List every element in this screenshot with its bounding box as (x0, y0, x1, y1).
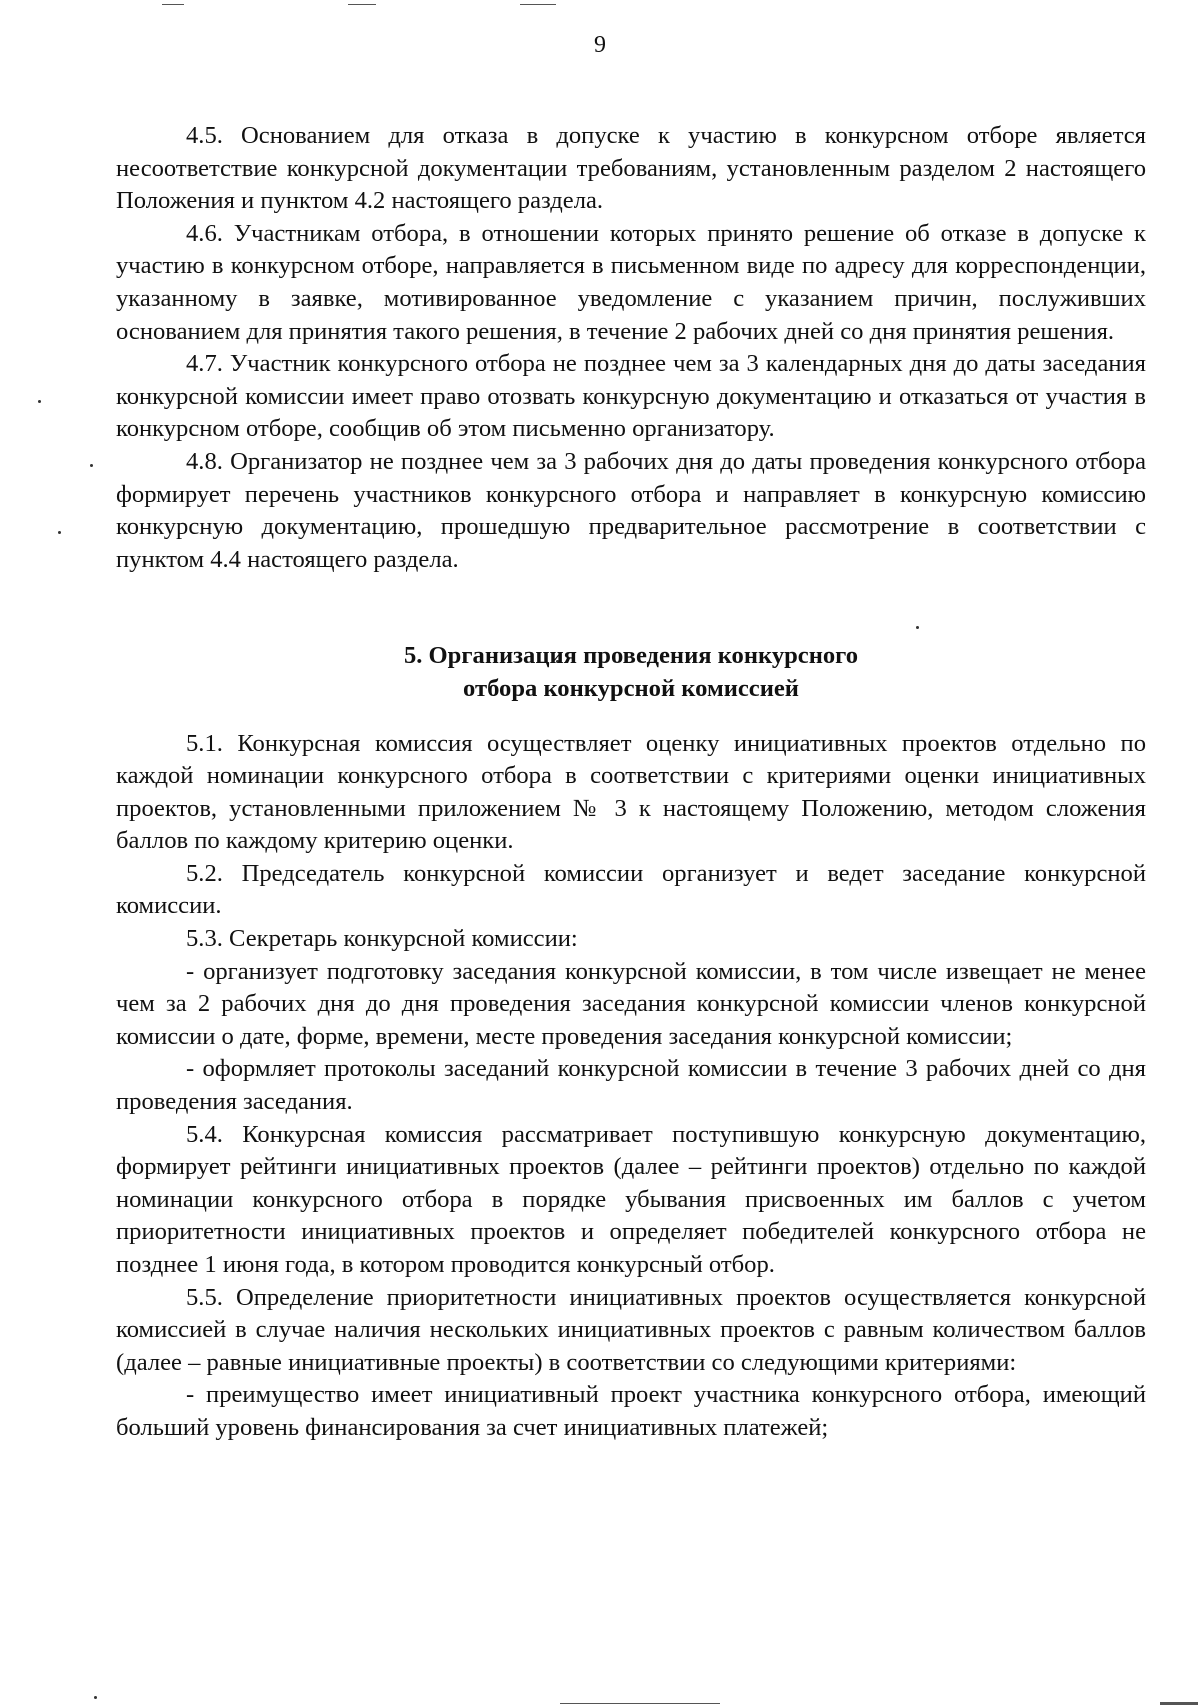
scan-artifact-top-1 (162, 4, 184, 5)
scan-artifact-bottom-1 (560, 1703, 720, 1704)
paragraph-5-5: 5.5. Определение приоритетности инициативных проектов осуществляется конкурсной комиссией в случае наличия нескольких инициативных проектов с равным количеством баллов (далее – равные инициативные проекты) в соответствии со следующими критериями: (116, 1283, 1146, 1376)
paragraph-5-2: 5.2. Председатель конкурсной комиссии организует и ведет заседание конкурсной комиссии. (116, 859, 1146, 920)
page-number: 9 (594, 32, 606, 58)
scan-artifact-top-2 (348, 4, 376, 5)
paragraph-4-5: 4.5. Основанием для отказа в допуске к участию в конкурсном отборе является несоответствие конкурсной документации требованиям, установленным разделом 2 настоящего Положения и пунктом 4.2 настоящего раздела. (116, 122, 1146, 215)
paragraph-4-6: 4.6. Участникам отбора, в отношении которых принято решение об отказе в допуске к участию в конкурсном отборе, направляется в письменном виде по адресу для корреспонденции, указанному в заявке, мотивированное уведомление с указанием причин, послуживших основанием для принятия такого решения, в течение 2 рабочих дней со дня принятия решения. (116, 219, 1146, 345)
scan-artifact-top-3 (520, 4, 556, 5)
scan-speck (94, 1696, 97, 1699)
scan-speck (90, 464, 93, 467)
section-5-heading (116, 640, 1146, 705)
scan-speck (38, 400, 41, 403)
paragraph-5-4: 5.4. Конкурсная комиссия рассматривает поступившую конкурсную документацию, формирует рейтинги инициативных проектов (далее – рейтинги проектов) отдельно по каждой номинации конкурсного отбора в порядке убывания присвоенных им баллов с учетом приоритетности инициативных проектов и определяет победителей конкурсного отбора не позднее 1 июня года, в котором проводится конкурсный отбор. (116, 1120, 1146, 1278)
document-body (116, 120, 1146, 1445)
paragraph-5-3: 5.3. Секретарь конкурсной комиссии: (186, 925, 578, 953)
paragraph-5-3-item-2: - оформляет протоколы заседаний конкурсной комиссии в течение 3 рабочих дней со дня проведения заседания. (116, 1055, 1146, 1116)
paragraph-5-5-item-1: - преимущество имеет инициативный проект участника конкурсного отбора, имеющий больший уровень финансирования за счет инициативных платежей; (116, 1381, 1146, 1441)
section-5-heading-line-1: 5. Организация проведения конкурсного (403, 642, 859, 670)
paragraph-4-7: 4.7. Участник конкурсного отбора не позднее чем за 3 календарных дня до даты заседания конкурсной комиссии имеет право отозвать конкурсную документацию и отказаться от участия в конкурсном отборе, сообщив об этом письменно организатору. (116, 350, 1146, 443)
scan-artifact-bottom-2 (1160, 1702, 1198, 1705)
paragraph-4-8: 4.8. Организатор не позднее чем за 3 рабочих дня до даты проведения конкурсного отбора формирует перечень участников конкурсного отбора и направляет в конкурсную комиссию конкурсную документацию, прошедшую предварительное рассмотрение в соответствии с пунктом 4.4 настоящего раздела. (116, 447, 1146, 573)
scan-speck (58, 531, 61, 534)
paragraph-5-1: 5.1. Конкурсная комиссия осуществляет оценку инициативных проектов отдельно по каждой номинации конкурсного отбора в соответствии с критериями оценки инициативных проектов, установленными приложением № 3 к настоящему Положению, методом сложения баллов по каждому критерию оценки. (116, 729, 1146, 855)
section-5-heading-line-2: отбора конкурсной комиссией (463, 674, 799, 702)
paragraph-5-3-item-1: - организует подготовку заседания конкурсной комиссии, в том числе извещает не менее чем за 2 рабочих дня до дня проведения заседания конкурсной комиссии членов конкурсной комиссии о дате, форме, времени, месте проведения заседания конкурсной комиссии; (116, 957, 1146, 1050)
